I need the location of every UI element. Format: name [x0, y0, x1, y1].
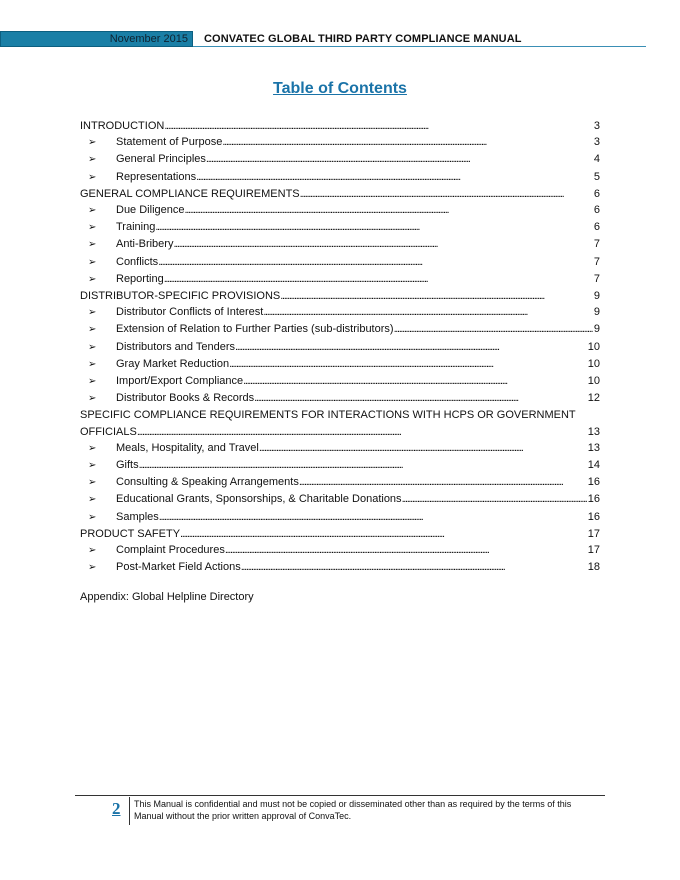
toc-page-number: 4	[593, 153, 600, 166]
arrow-bullet-icon: ➢	[88, 511, 97, 523]
toc-entry-label: General Principles	[116, 153, 206, 166]
arrow-bullet-icon: ➢	[88, 256, 97, 268]
toc-entry-label: Distributor Books & Records	[116, 392, 255, 405]
toc-entry-label: Meals, Hospitality, and Travel	[116, 441, 259, 454]
toc-entry[interactable]	[80, 288, 600, 304]
toc-entry-label: Post-Market Field Actions	[116, 561, 241, 574]
toc-page-number: 10	[587, 340, 600, 353]
toc-page-number: 12	[587, 392, 600, 405]
toc-entry-label: Gray Market Reduction	[116, 357, 230, 370]
footer-rule	[75, 795, 605, 796]
toc-entry-line[interactable]: SPECIFIC COMPLIANCE REQUIREMENTS FOR INTERACTIONS WITH HCPS OR GOVERNMENT	[80, 409, 576, 422]
toc-entry-label: Due Diligence	[116, 204, 185, 217]
dot-leader	[394, 321, 593, 337]
toc-subentry[interactable]	[80, 151, 600, 168]
toc-page-number: 16	[587, 510, 600, 523]
toc-subentry[interactable]	[80, 304, 600, 321]
toc-entry-label: Conflicts	[116, 255, 159, 268]
dot-leader	[243, 373, 587, 389]
arrow-bullet-icon: ➢	[88, 376, 97, 388]
dot-leader	[229, 356, 587, 372]
toc-page-number: 10	[587, 375, 600, 388]
toc-page-number: 18	[587, 561, 600, 574]
toc-subentry[interactable]	[80, 474, 600, 491]
dot-leader	[263, 304, 593, 320]
dot-leader	[139, 457, 587, 473]
toc-page-number: 9	[593, 290, 600, 303]
dot-leader	[137, 424, 587, 440]
toc-subentry[interactable]	[80, 373, 600, 390]
toc-page-number: 14	[587, 459, 600, 472]
arrow-bullet-icon: ➢	[88, 239, 97, 251]
header-date: November 2015	[0, 31, 193, 47]
toc-entry-label: OFFICIALS	[80, 425, 137, 438]
toc-page-number: 3	[593, 136, 600, 149]
dot-leader	[180, 526, 587, 542]
toc-subentry[interactable]	[80, 321, 600, 338]
arrow-bullet-icon: ➢	[88, 205, 97, 217]
toc-subentry[interactable]	[80, 491, 600, 508]
toc-page-number: 17	[587, 544, 600, 557]
dot-leader	[184, 202, 592, 218]
toc-subentry[interactable]	[80, 202, 600, 219]
toc-page-number: 7	[593, 255, 600, 268]
toc-page-number: 10	[587, 357, 600, 370]
toc-page-number: 16	[587, 493, 600, 506]
dot-leader	[196, 169, 593, 185]
toc-entry[interactable]	[80, 186, 600, 202]
toc-entry-label: Extension of Relation to Further Parties (sub-distributors)	[116, 323, 394, 336]
arrow-bullet-icon: ➢	[88, 307, 97, 319]
toc-subentry[interactable]	[80, 339, 600, 356]
dot-leader	[225, 542, 587, 558]
toc-entry-label: PRODUCT SAFETY	[80, 527, 181, 540]
toc-page-number: 16	[587, 476, 600, 489]
arrow-bullet-icon: ➢	[88, 562, 97, 574]
toc-page-number: 13	[587, 441, 600, 454]
toc-subentry[interactable]	[80, 254, 600, 271]
arrow-bullet-icon: ➢	[88, 222, 97, 234]
toc-entry-label: Complaint Procedures	[116, 544, 225, 557]
arrow-bullet-icon: ➢	[88, 154, 97, 166]
toc-subentry[interactable]	[80, 559, 600, 576]
arrow-bullet-icon: ➢	[88, 545, 97, 557]
dot-leader	[222, 134, 592, 150]
dot-leader	[259, 440, 587, 456]
dot-leader	[159, 509, 587, 525]
arrow-bullet-icon: ➢	[88, 460, 97, 472]
arrow-bullet-icon: ➢	[88, 137, 97, 149]
toc-entry-label: Gifts	[116, 459, 139, 472]
toc-page-number: 5	[593, 170, 600, 183]
toc-entry-label: Anti-Bribery	[116, 238, 174, 251]
footer-separator	[129, 797, 130, 825]
toc-page-number: 7	[593, 272, 600, 285]
toc-entry[interactable]	[80, 526, 600, 542]
dot-leader	[299, 474, 587, 490]
toc-subentry[interactable]	[80, 356, 600, 373]
table-of-contents	[80, 118, 600, 576]
dot-leader	[241, 559, 587, 575]
arrow-bullet-icon: ➢	[88, 171, 97, 183]
dot-leader	[173, 236, 592, 252]
toc-subentry[interactable]	[80, 169, 600, 186]
dot-leader	[280, 288, 593, 304]
toc-entry-label: Representations	[116, 170, 197, 183]
toc-title[interactable]: Table of Contents	[273, 80, 407, 97]
dot-leader	[158, 254, 593, 270]
toc-entry-label: Training	[116, 221, 156, 234]
toc-page-number: 6	[593, 204, 600, 217]
toc-entry-label: Reporting	[116, 272, 164, 285]
toc-subentry[interactable]	[80, 440, 600, 457]
toc-entry-label: Consulting & Speaking Arrangements	[116, 476, 299, 489]
toc-page-number: 7	[593, 238, 600, 251]
header-title: CONVATEC GLOBAL THIRD PARTY COMPLIANCE MANUAL	[204, 33, 522, 45]
arrow-bullet-icon: ➢	[88, 324, 97, 336]
dot-leader	[155, 219, 593, 235]
toc-page-number: 6	[593, 221, 600, 234]
toc-entry-label: Distributor Conflicts of Interest	[116, 306, 264, 319]
toc-subentry[interactable]	[80, 134, 600, 151]
toc-page-number: 9	[593, 306, 600, 319]
confidentiality-notice: This Manual is confidential and must not be copied or disseminated other than as required by the terms of this Manual without the prior written approval of ConvaTec.	[134, 799, 572, 821]
arrow-bullet-icon: ➢	[88, 494, 97, 506]
header-rule	[193, 46, 646, 47]
page-number: 2	[112, 799, 121, 818]
dot-leader	[300, 186, 593, 202]
toc-entry-label: Import/Export Compliance	[116, 375, 244, 388]
toc-subentry[interactable]	[80, 271, 600, 288]
dot-leader	[206, 151, 593, 167]
arrow-bullet-icon: ➢	[88, 393, 97, 405]
toc-entry-label: GENERAL COMPLIANCE REQUIREMENTS	[80, 187, 300, 200]
dot-leader	[164, 118, 593, 134]
toc-entry-label: Samples	[116, 510, 159, 523]
toc-entry[interactable]	[80, 118, 600, 134]
toc-page-number: 3	[593, 120, 600, 132]
toc-subentry[interactable]	[80, 457, 600, 474]
toc-subentry[interactable]	[80, 236, 600, 253]
dot-leader	[254, 390, 587, 406]
arrow-bullet-icon: ➢	[88, 477, 97, 489]
arrow-bullet-icon: ➢	[88, 341, 97, 353]
toc-page-number: 6	[593, 187, 600, 200]
toc-subentry[interactable]	[80, 542, 600, 559]
toc-entry-label: Distributors and Tenders	[116, 340, 236, 353]
arrow-bullet-icon: ➢	[88, 442, 97, 454]
toc-subentry[interactable]	[80, 509, 600, 526]
toc-entry-label: DISTRIBUTOR-SPECIFIC PROVISIONS	[80, 290, 281, 303]
toc-page-number: 13	[587, 425, 600, 438]
appendix-entry[interactable]: Appendix: Global Helpline Directory	[80, 591, 254, 603]
dot-leader	[235, 339, 587, 355]
arrow-bullet-icon: ➢	[88, 273, 97, 285]
toc-entry[interactable]	[80, 424, 600, 440]
toc-subentry[interactable]	[80, 390, 600, 407]
toc-entry-label: Statement of Purpose	[116, 136, 223, 149]
toc-entry-label: Educational Grants, Sponsorships, & Charitable Donations	[116, 493, 402, 506]
toc-subentry[interactable]	[80, 219, 600, 236]
toc-page-number: 9	[593, 323, 600, 336]
dot-leader	[402, 491, 587, 507]
toc-entry-label: INTRODUCTION	[80, 120, 165, 132]
toc-page-number: 17	[587, 527, 600, 540]
dot-leader	[164, 271, 593, 287]
arrow-bullet-icon: ➢	[88, 358, 97, 370]
